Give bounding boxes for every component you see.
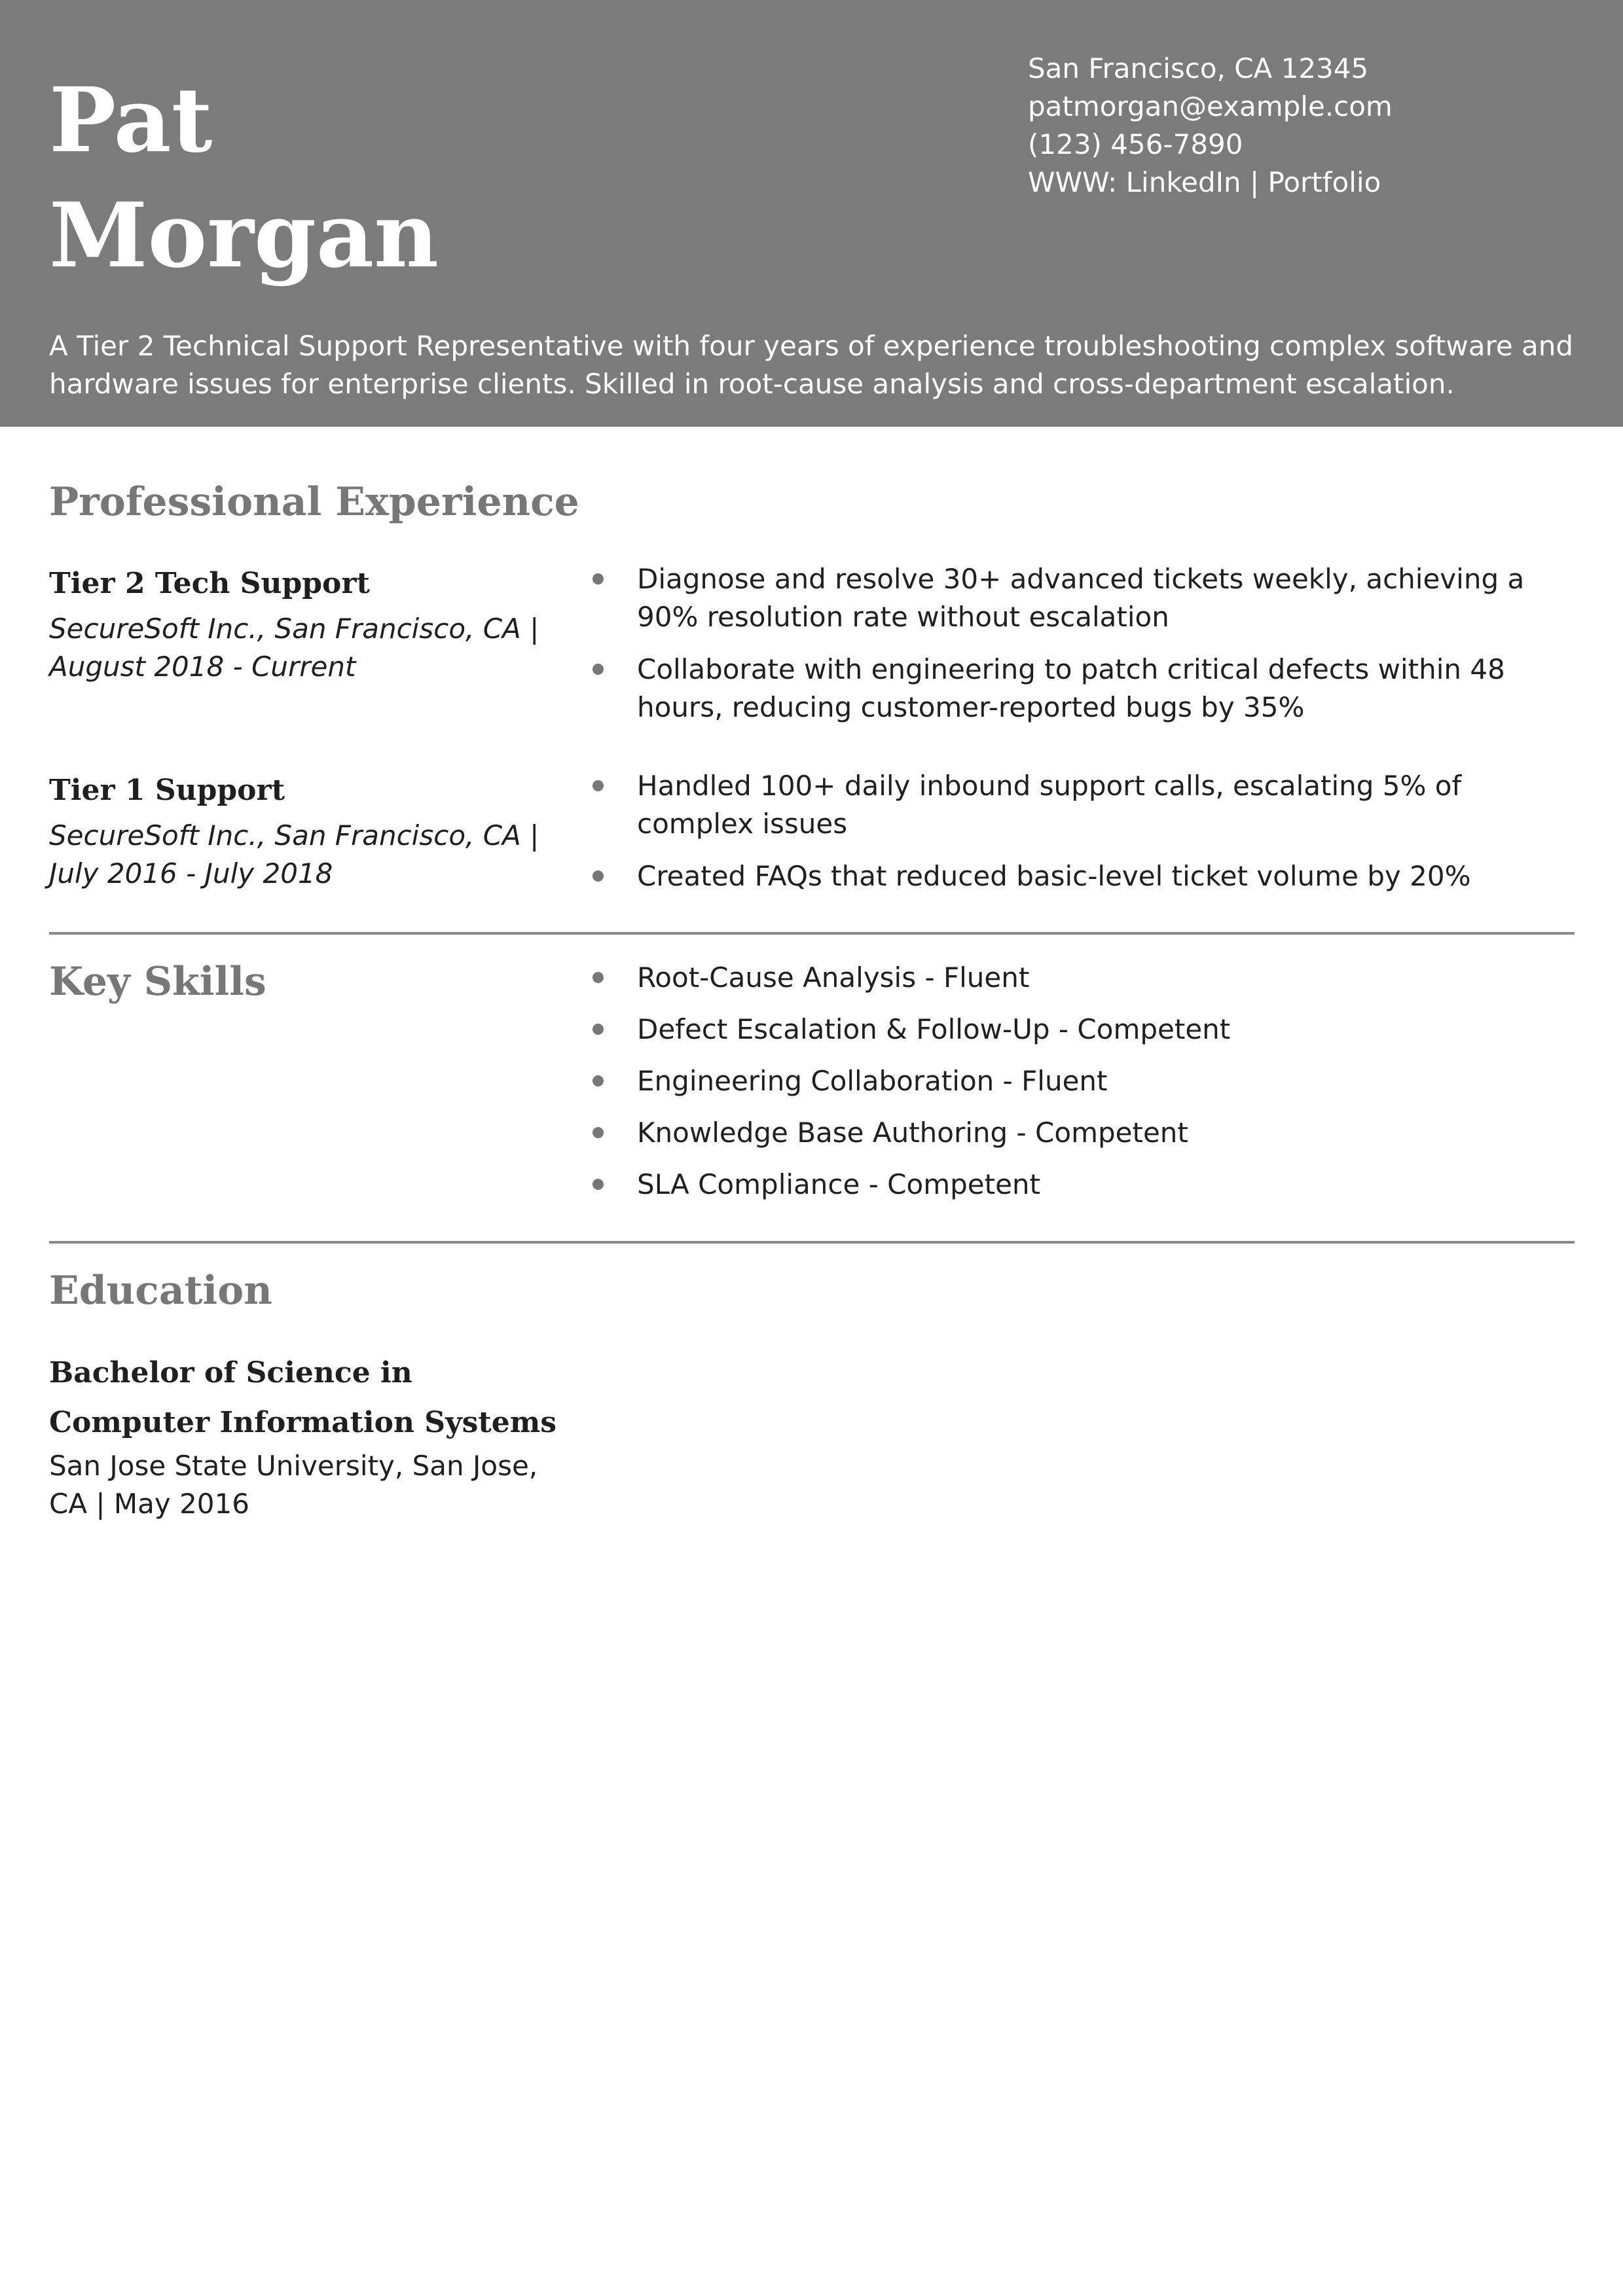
job-title-2: Tier 1 Support bbox=[49, 774, 285, 807]
skill-item: Defect Escalation & Follow-Up - Competent bbox=[593, 1011, 1575, 1049]
candidate-name bbox=[49, 63, 439, 293]
resume-header bbox=[0, 0, 1623, 427]
job-bullets-2 bbox=[593, 767, 1575, 895]
professional-summary: A Tier 2 Technical Support Representative with four years of experience troubleshooting complex software and hardware issues for enterprise clients. Skilled in root-cause analysis and cross-department escalation. bbox=[49, 330, 1574, 400]
skills-section-title: Key Skills bbox=[49, 959, 266, 1005]
contact-email[interactable]: patmorgan@example.com bbox=[1028, 90, 1393, 122]
job-1-bullet-2: Collaborate with engineering to patch critical defects within 48 hours, reducing customer-reported bugs by 35% bbox=[593, 651, 1575, 726]
experience-section-title: Professional Experience bbox=[49, 479, 579, 525]
skill-item: Root-Cause Analysis - Fluent bbox=[593, 959, 1575, 997]
job-bullets-1 bbox=[593, 560, 1575, 726]
job-dates-2: July 2016 - July 2018 bbox=[49, 857, 333, 889]
job-dates-1: August 2018 - Current bbox=[49, 651, 356, 683]
section-divider bbox=[49, 1241, 1575, 1244]
last-name: Morgan bbox=[49, 183, 439, 288]
job-company-line-1: SecureSoft Inc., San Francisco, CA | bbox=[49, 613, 539, 645]
job-2-bullet-1: Handled 100+ daily inbound support calls, escalating 5% of complex issues bbox=[593, 767, 1575, 843]
job-title-1: Tier 2 Tech Support bbox=[49, 567, 370, 600]
job-1-bullet-1: Diagnose and resolve 30+ advanced tickets weekly, achieving a 90% resolution rate without escalation bbox=[593, 560, 1575, 636]
contact-block bbox=[1028, 50, 1393, 202]
contact-web-links[interactable]: WWW: LinkedIn | Portfolio bbox=[1028, 166, 1381, 198]
education-section-title: Education bbox=[49, 1268, 272, 1314]
job-2-bullet-2: Created FAQs that reduced basic-level ticket volume by 20% bbox=[593, 857, 1575, 895]
section-divider bbox=[49, 932, 1575, 935]
contact-location: San Francisco, CA 12345 bbox=[1028, 52, 1369, 84]
skill-item: Engineering Collaboration - Fluent bbox=[593, 1062, 1575, 1100]
skill-item: SLA Compliance - Competent bbox=[593, 1166, 1575, 1204]
job-company-line-2: SecureSoft Inc., San Francisco, CA | bbox=[49, 819, 539, 852]
job-meta-1 bbox=[49, 610, 566, 686]
contact-phone: (123) 456-7890 bbox=[1028, 128, 1243, 160]
first-name: Pat bbox=[49, 68, 213, 173]
skill-item: Knowledge Base Authoring - Competent bbox=[593, 1114, 1575, 1152]
skills-list bbox=[593, 959, 1575, 1204]
education-school-line: San Jose State University, San Jose, CA | May 2016 bbox=[49, 1450, 538, 1520]
job-meta-2 bbox=[49, 817, 566, 893]
education-degree: Bachelor of Science in Computer Information Systems bbox=[49, 1356, 557, 1439]
